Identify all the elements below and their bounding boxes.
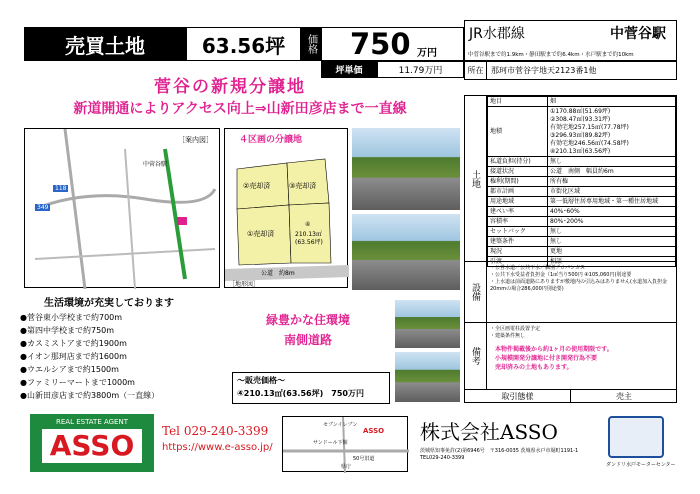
price-unit: 万円 xyxy=(417,48,437,59)
lot-4-area: 210.13㎡ xyxy=(295,231,322,238)
transaction-label: 取引態様 xyxy=(465,390,571,402)
headline-2: 新道開通によりアクセス向上⇒山新田彦店まで一直線 xyxy=(73,101,407,117)
table-row: 地目 畑 xyxy=(488,97,676,107)
guide-map xyxy=(24,128,220,288)
land-section xyxy=(464,95,677,265)
list-item: ●カスミストアまで約1900m xyxy=(20,339,127,348)
transaction-row xyxy=(464,389,677,403)
company-address: 茨城県知事免許(2)第6946号 〒316-0035 茨城県水戸市堀町1191-1 TEL029-240-3399 xyxy=(420,448,584,461)
map-label-asso: ASSO xyxy=(363,427,385,435)
table-row: 私道負担(持分) 無し xyxy=(488,157,676,167)
tsubo-price: 11.79万円 xyxy=(377,61,464,78)
list-item: ●菅谷東小学校まで約700m xyxy=(20,313,123,322)
property-type: 売買土地 xyxy=(24,27,186,61)
lot-4-tsubo: (63.56坪) xyxy=(295,239,323,246)
map-label: セブンイレブン xyxy=(323,422,358,428)
sale-price-box xyxy=(232,372,390,404)
list-item: ●第四中学校まで約750m xyxy=(20,326,115,335)
plot-map-title: ４区画の分譲地 xyxy=(239,135,303,145)
footer-url[interactable]: https://www.e-asso.jp/ xyxy=(162,442,273,453)
location-label: 所在 xyxy=(465,62,487,79)
table-row: 都市計画 市街化区域 xyxy=(488,187,676,197)
station-name: 中菅谷駅 xyxy=(610,26,666,42)
station-mark: 中菅谷駅 xyxy=(143,161,168,168)
access-text: 中菅谷駅まで約1.9km・静田駅まで約6.4km・水戸駅まで約10km xyxy=(468,52,634,58)
table-row: 地積 ①170.88㎡(51.69坪) ②308.47㎡(93.31坪) 有効宅地257.15㎡(77.78坪) ③296.93㎡(89.82坪) 有効宅地246.56㎡(74.58坪) ④210.13㎡(63.56坪) xyxy=(488,107,676,157)
footer-tel[interactable]: Tel 029-240-3399 xyxy=(162,424,269,438)
footer-map xyxy=(282,416,408,472)
price-label: 価格 xyxy=(301,27,321,61)
table-row: 建ぺい率 40%･60% xyxy=(488,207,676,217)
brand-logo: ASSO xyxy=(42,429,142,463)
list-item: ●イオン那珂店まで約1600m xyxy=(20,352,127,361)
site-photo-4 xyxy=(395,352,460,402)
land-section-label: 土地 xyxy=(465,96,487,261)
company-name: 株式会社ASSO xyxy=(420,420,558,444)
plot-map-caption: ［地形図］ xyxy=(229,281,260,288)
slogan-1: 緑豊かな住環境 xyxy=(265,312,350,327)
seal-badge xyxy=(608,416,664,458)
transaction-value: 売主 xyxy=(616,391,632,401)
land-table xyxy=(487,96,676,267)
site-photo-1 xyxy=(352,128,460,210)
table-row: 接道状況 公道 南側 幅員約6m xyxy=(488,167,676,177)
living-section xyxy=(20,294,230,404)
plot-map xyxy=(224,128,348,288)
remarks-section xyxy=(464,322,677,390)
lot-3: ③売却済 xyxy=(289,182,317,190)
road-label: 公道 約8m xyxy=(261,270,295,277)
agent-label: REAL ESTATE AGENT xyxy=(56,418,128,426)
facilities-label: 設備 xyxy=(465,262,487,322)
table-row: 用途地域 第一低層住居専用地域・第一種住居地域 xyxy=(488,197,676,207)
remarks-note: 本物件掲載後から約1ヶ月の使用期限です。 小規模開発分譲地に付き開発行為不要 売却済みの土地もあります。 xyxy=(495,346,613,371)
map-label: 50号旧道 xyxy=(353,456,375,462)
site-photo-2 xyxy=(352,214,460,290)
list-item: ●山新田彦店まで約3800m（一直線） xyxy=(20,391,160,400)
route-118-badge: 118 xyxy=(55,185,67,192)
list-item: ●ファミリーマートまで1000m xyxy=(20,378,135,387)
table-row: 容積率 80%･200% xyxy=(488,217,676,227)
table-row: 権利(期間) 所有権 xyxy=(488,177,676,187)
location-row xyxy=(464,61,677,80)
table-row: 建築条件 無し xyxy=(488,237,676,247)
station-box xyxy=(464,20,677,61)
facilities-text: ・公営水道／公共下水／個別プロパンガス ・公共下水受益者負担金（1㎡当り500円 ④105,060円)別途要 ・上水道は前面道路にありますが敷地内の引込みはありません(水道加入負担金20mmの場合286,000円別途要) xyxy=(490,265,667,292)
guide-map-label: ［案内図］ xyxy=(178,136,213,144)
land-area: 63.56坪 xyxy=(186,27,301,61)
list-item: ●ウエルシアまで約1500m xyxy=(20,365,119,374)
table-row: 引渡 相談 xyxy=(488,257,676,267)
line-name: JR水郡線 xyxy=(469,26,525,42)
remarks-label: 備考 xyxy=(465,323,487,389)
price-box xyxy=(321,27,464,61)
lot-4-num: ④ xyxy=(305,221,311,228)
living-title: 生活環境が充実しております xyxy=(44,298,174,309)
sale-detail: ④210.13㎡(63.56坪) 750万円 xyxy=(237,389,364,398)
facilities-section xyxy=(464,261,677,323)
lot-2: ②売却済 xyxy=(243,182,271,190)
slogan-2: 南側道路 xyxy=(283,332,332,347)
table-row: セットバック 無し xyxy=(488,227,676,237)
badge-label: ダンドリ水戸モーターセンター xyxy=(606,462,676,468)
remarks-text: ・全区画電柱設置予定 ・建築条件無し xyxy=(490,326,541,339)
footer-logo xyxy=(30,414,154,472)
map-label: サンドール下館 xyxy=(313,440,348,446)
location-value: 那珂市菅谷字地天2123番1他 xyxy=(491,66,597,75)
price-value: 750 xyxy=(350,27,411,61)
tsubo-label: 坪単価 xyxy=(321,61,377,78)
living-list xyxy=(20,311,230,402)
lot-1: ①売却済 xyxy=(247,230,275,238)
map-label: 県庁 xyxy=(341,464,352,470)
sale-title: ～販売価格～ xyxy=(237,376,285,385)
route-349-badge: 349 xyxy=(37,204,49,211)
headline-1: 菅谷の新規分譲地 xyxy=(154,76,306,97)
site-photo-3 xyxy=(395,300,460,348)
table-row: 現況 更地 xyxy=(488,247,676,257)
